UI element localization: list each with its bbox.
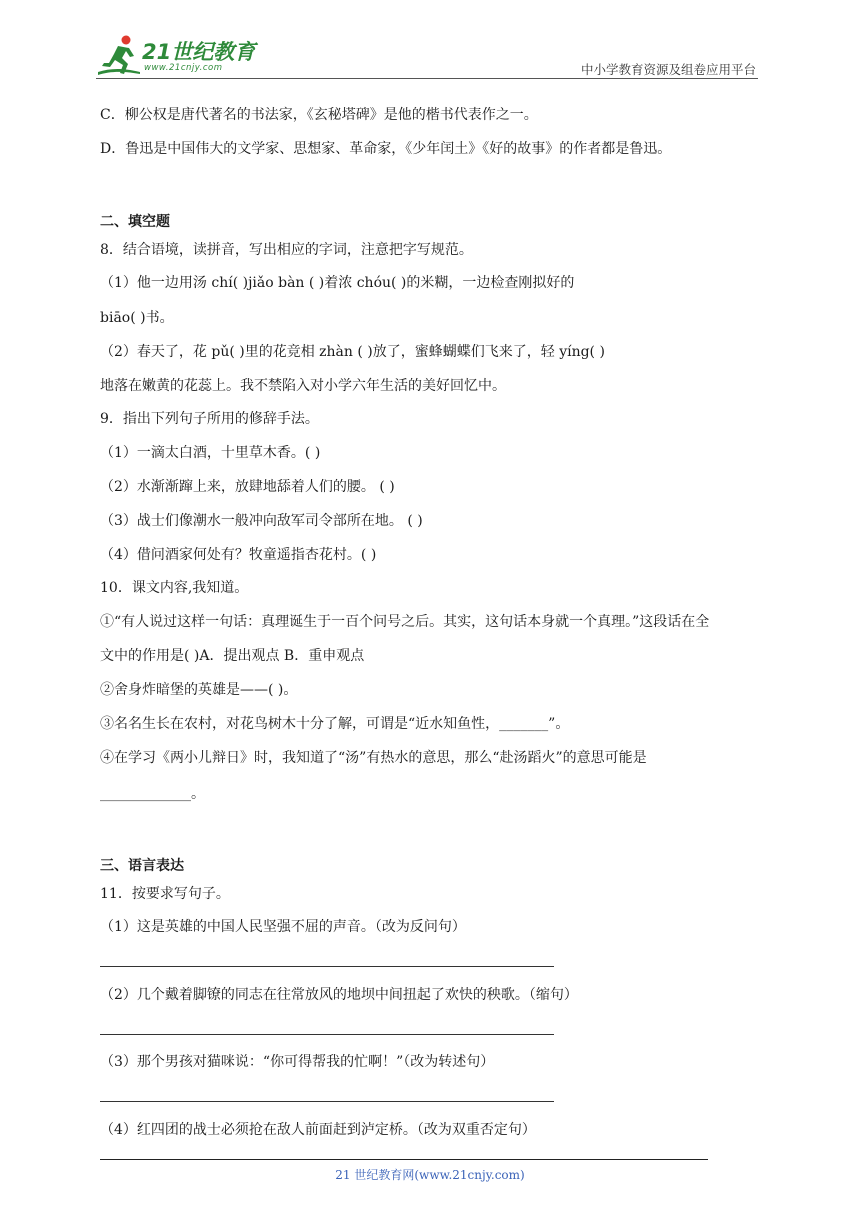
question-10-item-4-blank: _____________。 <box>100 786 205 802</box>
question-8: 8．结合语境，读拼音，写出相应的字词，注意把字写规范。 <box>100 242 473 258</box>
answer-line-3 <box>100 1101 554 1102</box>
logo-url: www.21cnjy.com <box>144 63 223 73</box>
logo-text: 21世纪教育 <box>142 40 256 64</box>
answer-line-2 <box>100 1034 554 1035</box>
footer-divider <box>100 1159 708 1160</box>
question-11-part-4: （4）红四团的战士必须抢在敌人前面赶到泸定桥。（改为双重否定句） <box>100 1122 536 1138</box>
question-10-item-1: ①“有人说过这样一句话：真理诞生于一百个问号之后。其实，这句话本身就一个真理。”这段话在全 <box>100 614 710 630</box>
answer-line-1 <box>100 966 554 967</box>
question-8-part-2: （2）春天了，花 pǔ( )里的花竞相 zhàn ( )放了，蜜蜂蝴蝶们飞来了，轻 yíng( ) <box>100 344 605 360</box>
header-divider <box>96 78 758 79</box>
question-8-part-2-cont: 地落在嫩黄的花蕊上。我不禁陷入对小学六年生活的美好回忆中。 <box>100 378 506 394</box>
question-9-part-1: （1）一滴太白酒，十里草木香。( ) <box>100 445 321 461</box>
section-heading-fill-blank: 二、填空题 <box>100 214 170 230</box>
question-8-part-1: （1）他一边用汤 chí( )jiǎo bàn ( )着浓 chóu( )的米糊，一边检查刚拟好的 <box>100 275 575 291</box>
option-c: C．柳公权是唐代著名的书法家，《玄秘塔碑》是他的楷书代表作之一。 <box>100 107 538 123</box>
question-10: 10．课文内容,我知道。 <box>100 580 249 596</box>
question-11: 11．按要求写句子。 <box>100 886 230 902</box>
question-9-part-4: （4）借问酒家何处有？牧童遥指杏花村。( ) <box>100 547 377 563</box>
question-9-part-2: （2）水渐渐蹿上来，放肆地舔着人们的腰。 ( ) <box>100 479 395 495</box>
option-d: D．鲁迅是中国伟大的文学家、思想家、革命家，《少年闰土》《好的故事》的作者都是鲁迅。 <box>100 141 672 157</box>
question-8-part-1-cont: biāo( )书。 <box>100 310 174 326</box>
logo <box>96 34 261 78</box>
question-11-part-3: （3）那个男孩对猫咪说：“你可得帮我的忙啊！”（改为转述句） <box>100 1054 495 1070</box>
platform-title: 中小学教育资源及组卷应用平台 <box>580 62 756 77</box>
page-header <box>96 30 756 80</box>
question-10-item-1-cont: 文中的作用是( )A．提出观点 B．重申观点 <box>100 648 365 664</box>
footer-link[interactable]: 21 世纪教育网(www.21cnjy.com) <box>335 1168 525 1182</box>
question-10-item-3: ③名名生长在农村，对花鸟树木十分了解，可谓是“近水知鱼性，_______”。 <box>100 716 570 732</box>
runner-logo-icon <box>96 34 144 78</box>
question-11-part-1: （1）这是英雄的中国人民坚强不屈的声音。（改为反问句） <box>100 919 466 935</box>
question-9-part-3: （3）战士们像潮水一般冲向敌军司令部所在地。 ( ) <box>100 513 423 529</box>
question-10-item-4: ④在学习《两小儿辩日》时，我知道了“汤”有热水的意思，那么“赴汤蹈火”的意思可能是 <box>100 750 647 766</box>
question-9: 9．指出下列句子所用的修辞手法。 <box>100 411 319 427</box>
question-11-part-2: （2）几个戴着脚镣的同志在往常放风的地坝中间扭起了欢快的秧歌。（缩句） <box>100 987 578 1003</box>
question-10-item-2: ②舍身炸暗堡的英雄是——( )。 <box>100 682 298 698</box>
section-heading-language: 三、语言表达 <box>100 858 184 874</box>
